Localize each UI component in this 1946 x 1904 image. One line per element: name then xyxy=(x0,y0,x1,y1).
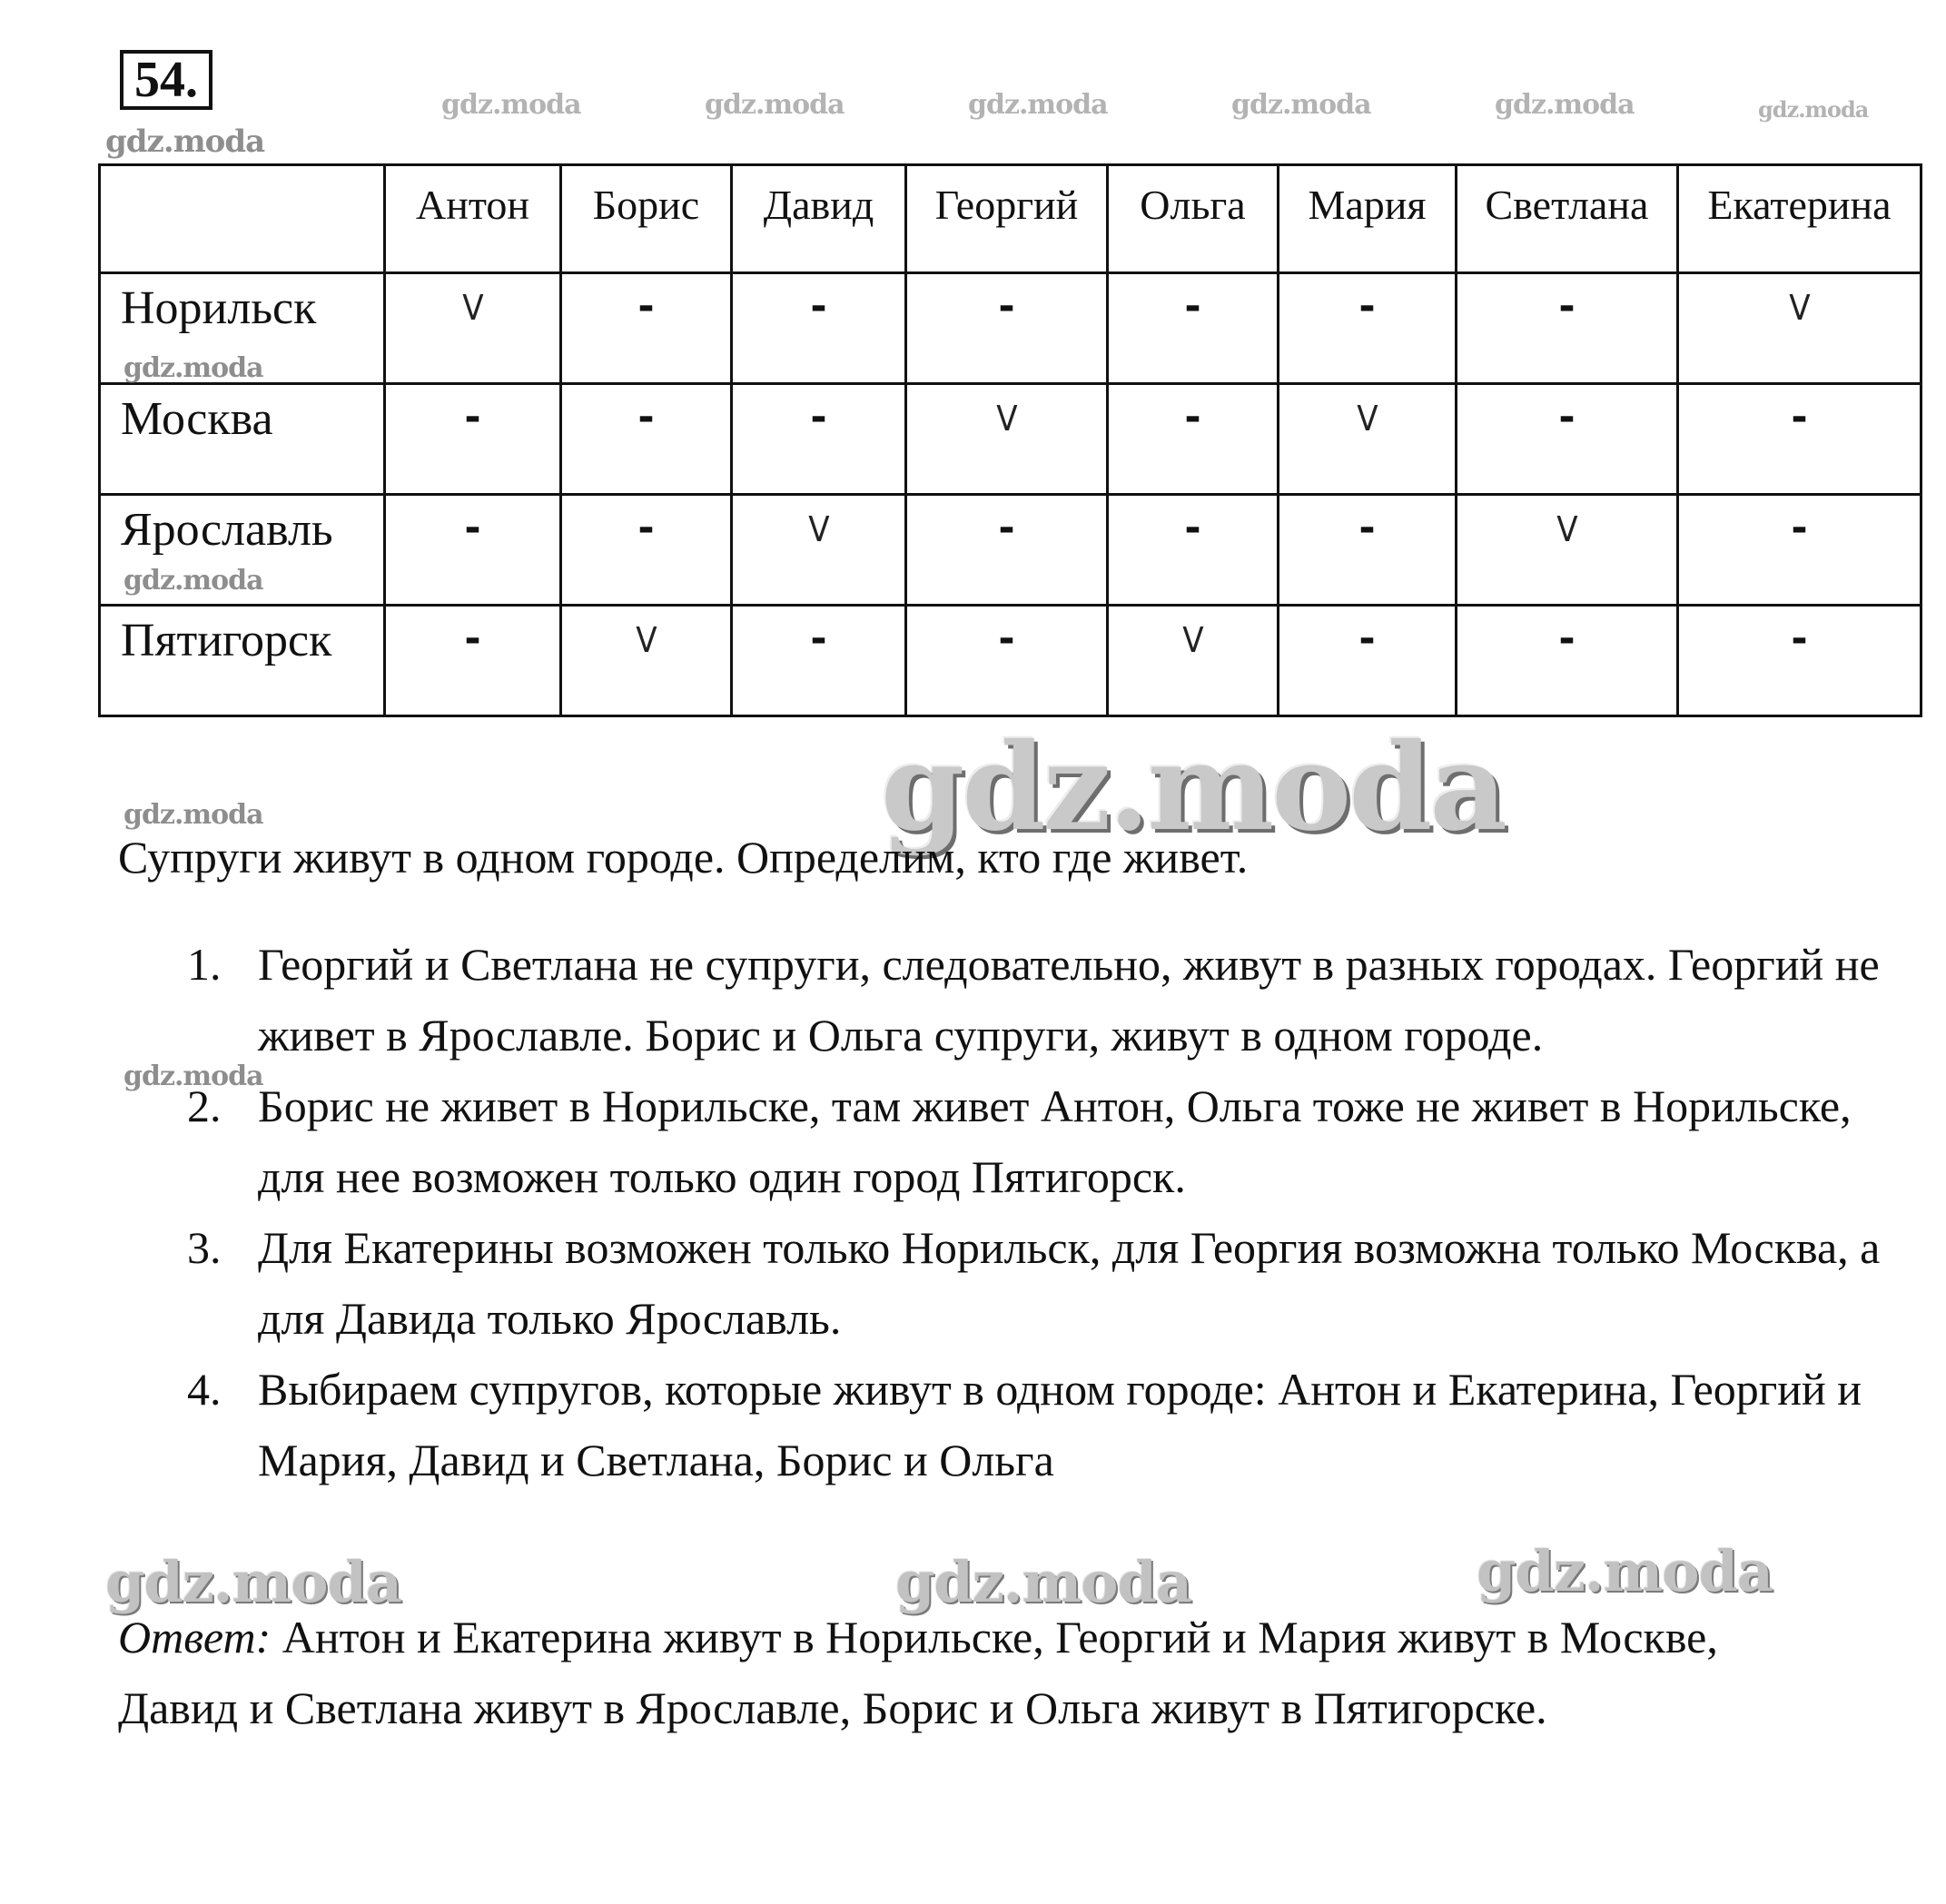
watermark: gdz.moda xyxy=(123,799,263,831)
watermark: gdz.moda xyxy=(881,717,1506,858)
cell-mark: V xyxy=(1788,288,1811,328)
table-cell xyxy=(561,495,732,606)
table-cell xyxy=(1457,495,1678,606)
watermark: gdz.moda xyxy=(1477,1538,1773,1604)
list-item xyxy=(187,1354,1894,1495)
cell-mark: - xyxy=(464,505,481,551)
table-cell xyxy=(1678,273,1921,384)
cell-mark: - xyxy=(1791,394,1808,440)
cell-mark: V xyxy=(635,620,657,660)
step-number: 4. xyxy=(187,1364,222,1415)
watermark: gdz.moda xyxy=(123,352,263,384)
cell-mark: V xyxy=(461,288,484,328)
table-row xyxy=(100,273,1921,384)
watermark: gdz.moda xyxy=(895,1549,1191,1615)
watermark: gdz.moda xyxy=(441,89,581,121)
cell-mark: - xyxy=(464,394,481,440)
row-city: Ярославль xyxy=(100,495,385,606)
table-cell xyxy=(732,384,906,495)
cell-mark: V xyxy=(1181,620,1204,660)
table-cell xyxy=(385,606,561,716)
watermark: gdz.moda xyxy=(123,1061,263,1092)
table-cell xyxy=(906,273,1108,384)
solution-steps xyxy=(187,929,1894,1495)
watermark: gdz.moda xyxy=(968,89,1108,121)
step-text: Борис не живет в Норильске, там живет Антон, Ольга тоже не живет в Норильске, для нее возможен только один город Пятигорск. xyxy=(258,1080,1852,1202)
cell-mark: - xyxy=(637,505,655,551)
cell-mark: - xyxy=(998,283,1015,330)
cell-mark: - xyxy=(1791,505,1808,551)
step-number: 3. xyxy=(187,1222,222,1273)
table-cell xyxy=(1108,606,1279,716)
cell-mark: - xyxy=(998,505,1015,551)
cell-mark: - xyxy=(1184,283,1201,330)
column-header: Борис xyxy=(561,165,732,273)
cell-mark: - xyxy=(1558,394,1576,440)
column-header: Ольга xyxy=(1108,165,1279,273)
table-cell xyxy=(1457,606,1678,716)
cell-mark: - xyxy=(1184,505,1201,551)
table-cell xyxy=(1279,606,1457,716)
table-cell xyxy=(385,495,561,606)
row-city: Норильск xyxy=(100,273,385,384)
table-cell xyxy=(1108,495,1279,606)
table-cell xyxy=(1457,384,1678,495)
table-cell xyxy=(1279,495,1457,606)
cell-mark: V xyxy=(1356,399,1378,439)
list-item xyxy=(187,1212,1894,1354)
cell-mark: - xyxy=(1791,616,1808,662)
table-cell xyxy=(385,273,561,384)
table-cell xyxy=(1678,495,1921,606)
table-cell xyxy=(561,273,732,384)
step-number: 1. xyxy=(187,939,222,990)
table-cell xyxy=(561,384,732,495)
cell-mark: - xyxy=(637,283,655,330)
cell-mark: - xyxy=(1358,616,1376,662)
column-header: Антон xyxy=(385,165,561,273)
cell-mark: - xyxy=(1184,394,1201,440)
table-cell xyxy=(1457,273,1678,384)
cell-mark: - xyxy=(1558,283,1576,330)
table-cell xyxy=(732,273,906,384)
table-row xyxy=(100,495,1921,606)
watermark: gdz.moda xyxy=(1495,89,1635,121)
column-header: Давид xyxy=(732,165,906,273)
table-cell xyxy=(385,384,561,495)
watermark: gdz.moda xyxy=(1231,89,1371,121)
column-header: Екатерина xyxy=(1678,165,1921,273)
table-cell xyxy=(906,384,1108,495)
column-header: Мария xyxy=(1279,165,1457,273)
cell-mark: - xyxy=(1358,283,1376,330)
table-cell xyxy=(732,606,906,716)
watermark: gdz.moda xyxy=(123,565,263,597)
list-item xyxy=(187,929,1894,1070)
list-item xyxy=(187,1070,1894,1212)
column-header: Светлана xyxy=(1457,165,1678,273)
cell-mark: - xyxy=(1558,616,1576,662)
cell-mark: - xyxy=(637,394,655,440)
watermark: gdz.moda xyxy=(1758,96,1869,123)
intro-text: Супруги живут в одном городе. Определим, кто где живет. xyxy=(118,832,1249,883)
cell-mark: V xyxy=(995,399,1018,439)
table-cell xyxy=(1279,384,1457,495)
table-cell xyxy=(561,606,732,716)
column-header: Георгий xyxy=(906,165,1108,273)
cell-mark: V xyxy=(1556,509,1578,549)
step-text: Для Екатерины возможен только Норильск, для Георгия возможна только Москва, а для Давида только Ярославль. xyxy=(258,1222,1881,1344)
problem-number: 54. xyxy=(120,50,212,110)
table-cell xyxy=(1678,384,1921,495)
table-corner-cell xyxy=(100,165,385,273)
table-header-row xyxy=(100,165,1921,273)
step-number: 2. xyxy=(187,1080,222,1131)
table-cell xyxy=(1108,384,1279,495)
cell-mark: - xyxy=(810,616,827,662)
solution-table xyxy=(98,163,1922,717)
table-cell xyxy=(1678,606,1921,716)
watermark: gdz.moda xyxy=(105,123,265,160)
table-cell xyxy=(906,606,1108,716)
step-text: Выбираем супругов, которые живут в одном городе: Антон и Екатерина, Георгий и Мария, Давид и Светлана, Борис и Ольга xyxy=(258,1364,1862,1485)
table-cell xyxy=(1108,273,1279,384)
cell-mark: - xyxy=(998,616,1015,662)
table-row xyxy=(100,606,1921,716)
cell-mark: - xyxy=(810,283,827,330)
cell-mark: V xyxy=(807,509,830,549)
watermark: gdz.moda xyxy=(105,1549,401,1615)
step-text: Георгий и Светлана не супруги, следовательно, живут в разных городах. Георгий не живет в Ярославле. Борис и Ольга супруги, живут в одном городе. xyxy=(258,939,1880,1061)
table-cell xyxy=(732,495,906,606)
answer-text: Антон и Екатерина живут в Норильске, Георгий и Мария живут в Москве, Давид и Светлана живут в Ярославле, Борис и Ольга живут в Пятигорске. xyxy=(118,1612,1718,1733)
table-cell xyxy=(906,495,1108,606)
row-city: Пятигорск xyxy=(100,606,385,716)
row-city: Москва xyxy=(100,384,385,495)
table-cell xyxy=(1279,273,1457,384)
watermark: gdz.moda xyxy=(705,89,845,121)
answer-block xyxy=(118,1602,1843,1743)
table-row xyxy=(100,384,1921,495)
cell-mark: - xyxy=(1358,505,1376,551)
cell-mark: - xyxy=(464,616,481,662)
cell-mark: - xyxy=(810,394,827,440)
answer-label: Ответ: xyxy=(118,1612,272,1662)
